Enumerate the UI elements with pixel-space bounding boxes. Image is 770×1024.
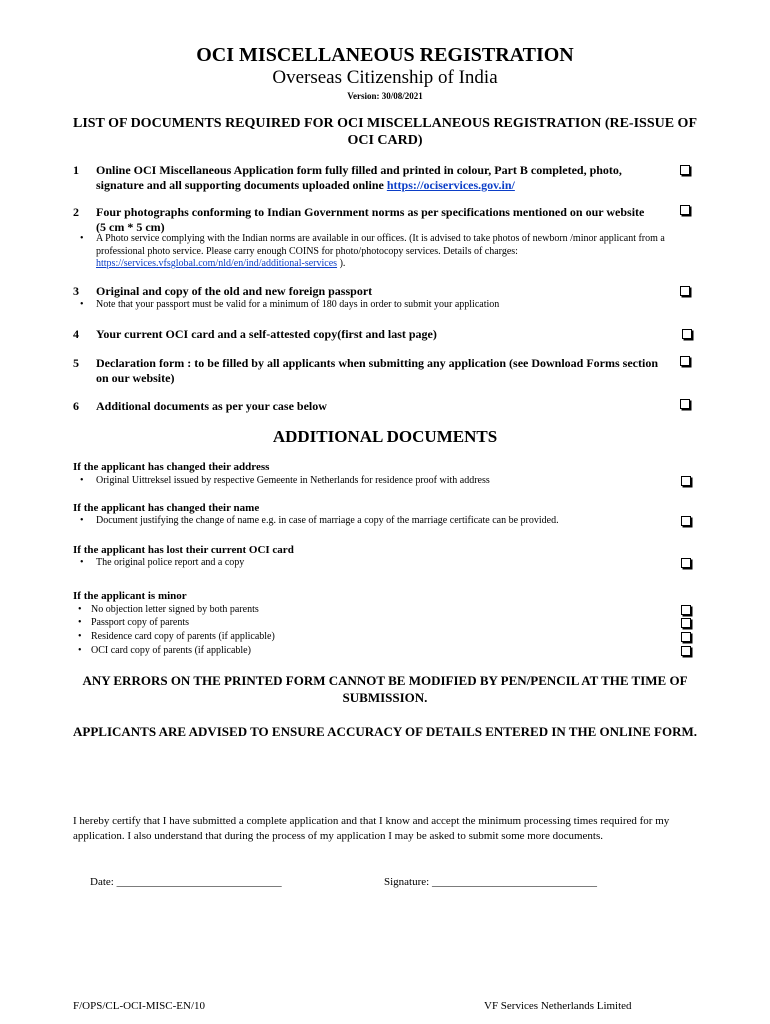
bullet-text: The original police report and a copy [96,557,245,568]
bullet-text: Residence card copy of parents (if applicable) [91,631,275,642]
footer-company: VF Services Netherlands Limited [484,1000,632,1012]
group-bullet [78,631,651,644]
item-number: 2 [73,205,79,219]
item-number: 5 [73,356,79,370]
checkbox[interactable] [680,205,690,215]
checkbox[interactable] [681,646,691,656]
note-end: ). [337,258,346,269]
group-heading: If the applicant is minor [73,590,187,602]
bullet-text: Original Uittreksel issued by respective Gemeente in Netherlands for residence proof with address [96,475,490,486]
list-heading: LIST OF DOCUMENTS REQUIRED FOR OCI MISCELLANEOUS REGISTRATION (RE-ISSUE OF OCI CARD) [72,116,698,148]
group-bullet [78,617,651,630]
checkbox[interactable] [681,605,691,615]
item-number: 1 [73,163,79,177]
warning-text: APPLICANTS ARE ADVISED TO ENSURE ACCURACY OF DETAILS ENTERED IN THE ONLINE FORM. [73,724,697,739]
certification-text: I hereby certify that I have submitted a complete application and that I know and accept the minimum processing times required for my application. I also understand that during the process of my application I may be asked to submit some more documents. [73,815,670,842]
bullet-icon: • [78,645,82,656]
bullet-icon: • [80,515,84,526]
item-text: Online OCI Miscellaneous Application form fully filled and printed in colour, Part B completed, photo, signature and all supporting documents uploaded online [96,163,622,192]
signature-field[interactable]: Signature: ______________________________ [384,876,597,888]
list-item: Four photographs conforming to Indian Government norms as per specifications mentioned on our website (5 cm * 5 cm) [96,205,645,234]
item-note [80,233,666,271]
checkbox[interactable] [681,476,691,486]
bullet-icon: • [80,299,84,310]
note-text: Note that your passport must be valid for a minimum of 180 days in order to submit your application [96,299,500,310]
bullet-icon: • [80,233,84,244]
bullet-icon: • [80,557,84,568]
checkbox[interactable] [680,165,690,175]
date-field[interactable]: Date: ______________________________ [90,876,282,888]
group-heading: If the applicant has lost their current OCI card [73,544,294,556]
checkbox[interactable] [680,399,690,409]
item-number: 6 [73,399,79,413]
checkbox[interactable] [681,558,691,568]
bullet-icon: • [78,631,82,642]
checkbox[interactable] [681,618,691,628]
bullet-text: No objection letter signed by both parents [91,604,259,615]
checkbox[interactable] [680,356,690,366]
list-item: Declaration form : to be filled by all applicants when submitting any application (see Download Forms section on our website) [96,356,659,385]
checkbox[interactable] [682,329,692,339]
item-note [80,299,666,312]
group-heading: If the applicant has changed their address [73,461,270,473]
bullet-text: OCI card copy of parents (if applicable) [91,645,251,656]
page-title: OCI MISCELLANEOUS REGISTRATION [196,44,574,66]
list-item: Original and copy of the old and new foreign passport [96,284,373,298]
group-bullet [78,604,651,617]
additional-services-link[interactable]: https://services.vfsglobal.com/nld/en/ind/additional-services [96,258,338,269]
oci-services-link[interactable]: https://ociservices.gov.in/ [386,178,515,192]
item-number: 3 [73,284,79,298]
list-item [96,163,671,193]
footer-form-code: F/OPS/CL-OCI-MISC-EN/10 [73,1000,206,1012]
checkbox[interactable] [681,516,691,526]
bullet-icon: • [80,475,84,486]
bullet-text: Passport copy of parents [91,617,190,628]
bullet-text: Document justifying the change of name e.g. in case of marriage a copy of the marriage certificate can be provided. [96,515,559,526]
group-bullet [80,475,666,488]
group-bullet [80,557,666,570]
version-label: Version: 30/08/2021 [347,91,423,101]
list-item: Additional documents as per your case below [96,399,327,413]
checkbox[interactable] [680,286,690,296]
group-bullet [78,645,651,658]
page-subtitle: Overseas Citizenship of India [272,67,498,88]
bullet-icon: • [78,604,82,615]
group-heading: If the applicant has changed their name [73,502,260,514]
list-item: Your current OCI card and a self-attested copy(first and last page) [96,327,437,341]
group-bullet [80,515,666,528]
additional-documents-heading: ADDITIONAL DOCUMENTS [272,427,498,446]
checkbox[interactable] [681,632,691,642]
warning-text: ANY ERRORS ON THE PRINTED FORM CANNOT BE MODIFIED BY PEN/PENCIL AT THE TIME OF SUBMISSION. [82,673,688,705]
bullet-icon: • [78,617,82,628]
item-number: 4 [73,327,79,341]
note-text: A Photo service complying with the Indian norms are available in our offices. (It is advised to take photos of newborn /minor applicant from a professional photo service. Please carry enough COINS for photo/photocopy services. Details of charges: [96,233,665,257]
